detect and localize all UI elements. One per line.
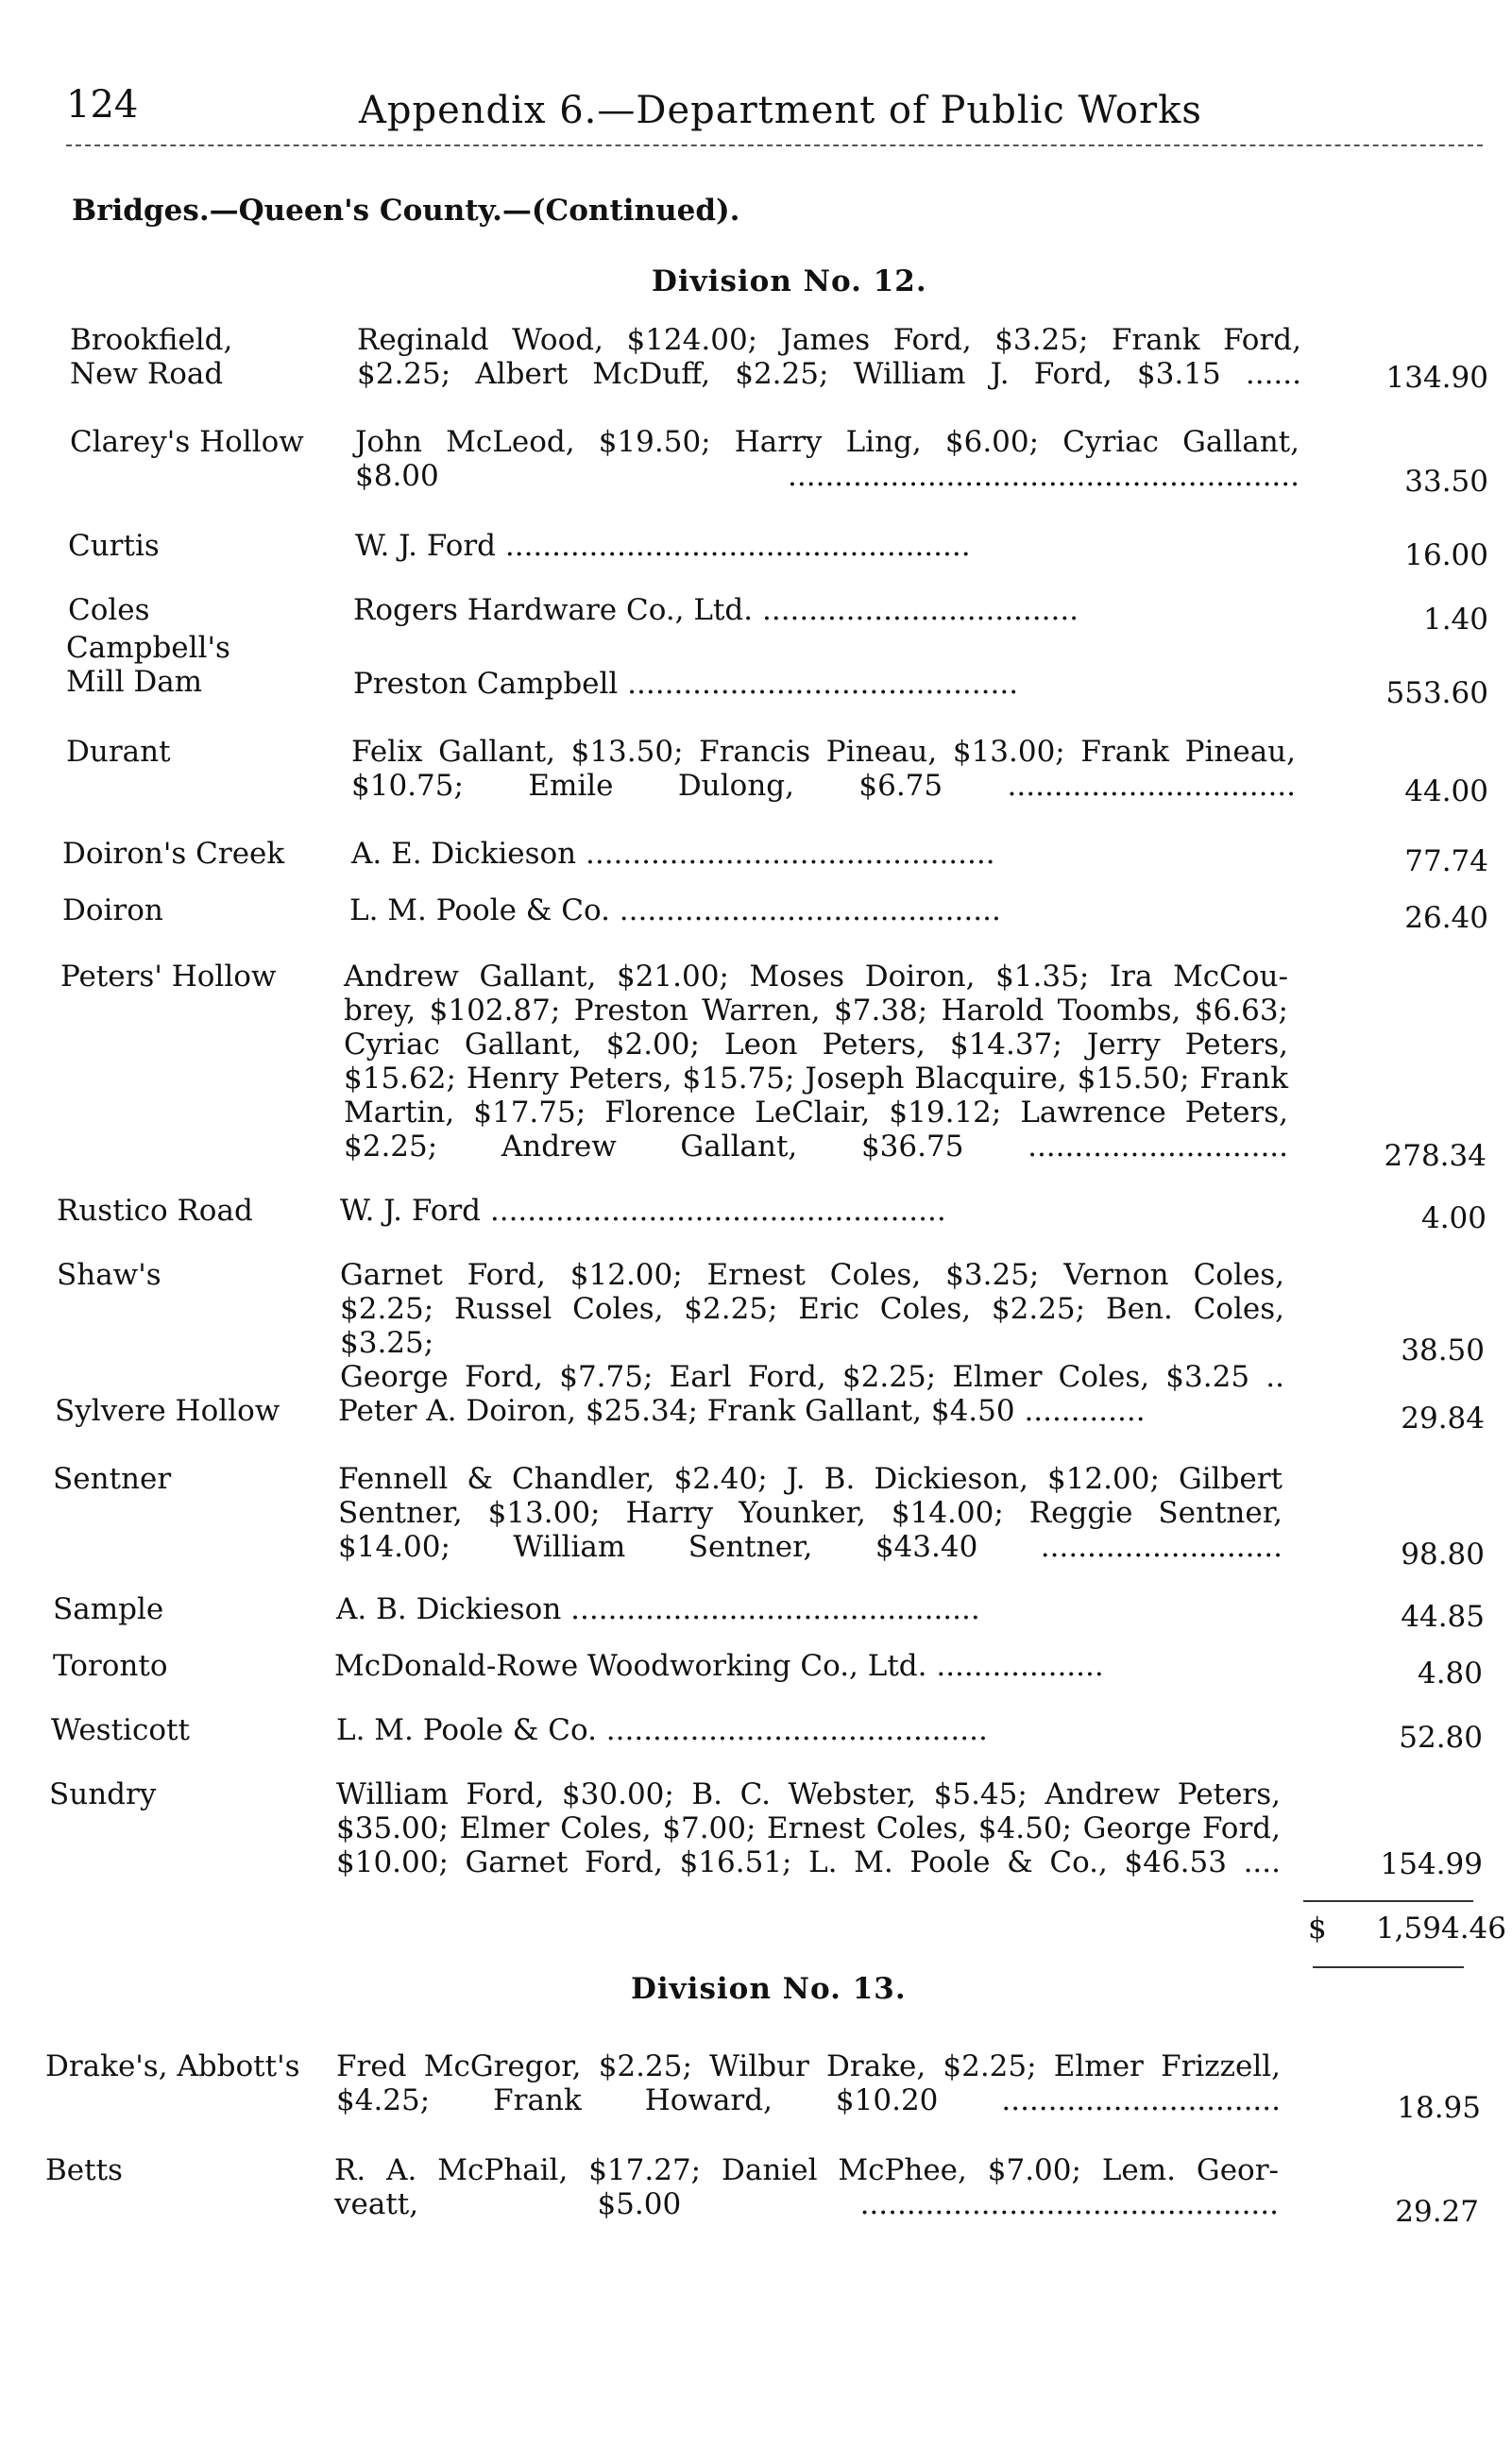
entry-amount: 1.40	[1422, 603, 1488, 637]
entry-place: Clarey's Hollow	[70, 425, 304, 459]
entry-place: Peters' Hollow	[60, 960, 277, 994]
entry-place: Betts	[45, 2153, 123, 2187]
entry-description: Garnet Ford, $12.00; Ernest Coles, $3.25; Vernon Coles, $2.25; Russel Coles, $2.25; Eric Coles, $2.25; Ben. Coles, $3.25; George Ford, $7.75; Earl Ford, $2.25; Elmer Coles, $3.25 ..	[340, 1258, 1284, 1394]
entry-description: W. J. Ford .................................................	[340, 1194, 946, 1228]
entry-description: Fred McGregor, $2.25; Wilbur Drake, $2.25; Elmer Frizzell, $4.25; Frank Howard, $10.20 ..............................	[336, 2049, 1281, 2117]
entry-place: Sample	[53, 1592, 164, 1626]
entry-amount: 134.90	[1385, 361, 1488, 395]
entry-place: Doiron	[62, 893, 163, 927]
entry-amount: 26.40	[1404, 901, 1488, 935]
entry-place: Toronto	[53, 1649, 168, 1683]
entry-amount: 38.50	[1401, 1334, 1485, 1368]
entry-place: Sylvere Hollow	[55, 1394, 280, 1428]
entry-place: Coles	[68, 593, 150, 627]
entry-amount: 16.00	[1404, 538, 1488, 572]
entry-place: Drake's, Abbott's	[45, 2049, 300, 2083]
entry-description: Reginald Wood, $124.00; James Ford, $3.25; Frank Ford, $2.25; Albert McDuff, $2.25; William J. Ford, $3.15 ......	[357, 323, 1301, 391]
entry-description: L. M. Poole & Co. .........................................	[336, 1713, 988, 1747]
entry-amount: 44.00	[1404, 774, 1488, 808]
entry-description: Peter A. Doiron, $25.34; Frank Gallant, $4.50 .............	[338, 1394, 1146, 1428]
entry-description: Rogers Hardware Co., Ltd. ..................................	[353, 593, 1079, 627]
entry-amount: 77.74	[1404, 844, 1488, 878]
total-rule-top	[1303, 1900, 1473, 1902]
entry-place: Rustico Road	[57, 1194, 253, 1228]
entry-description: L. M. Poole & Co. .........................................	[349, 893, 1001, 927]
entry-description: W. J. Ford ..................................................	[355, 529, 971, 563]
page-number: 124	[66, 83, 139, 127]
total-dollar-sign: $	[1308, 1912, 1327, 1946]
entry-amount: 33.50	[1404, 465, 1488, 499]
entry-description: R. A. McPhail, $17.27; Daniel McPhee, $7.00; Lem. Geor- veatt, $5.00 .............................................	[334, 2153, 1279, 2221]
entry-amount: 52.80	[1399, 1721, 1483, 1755]
entry-amount: 4.00	[1420, 1201, 1487, 1235]
division-13-heading: Division No. 13.	[631, 1972, 907, 2006]
entry-amount: 553.60	[1385, 676, 1488, 710]
running-head: Appendix 6.—Department of Public Works	[359, 89, 1202, 132]
section-heading: Bridges.—Queen's County.—(Continued).	[72, 194, 740, 228]
entry-place: Doiron's Creek	[62, 837, 285, 871]
header-rule	[66, 144, 1483, 146]
entry-amount: 98.80	[1401, 1538, 1485, 1572]
total-rule-bottom	[1313, 1966, 1464, 1968]
entry-description: McDonald-Rowe Woodworking Co., Ltd. ..................	[334, 1649, 1104, 1683]
entry-description: Fennell & Chandler, $2.40; J. B. Dickieson, $12.00; Gilbert Sentner, $13.00; Harry Younker, $14.00; Reggie Sentner, $14.00; William Sentner, $43.40 ..........................	[338, 1462, 1283, 1564]
entry-place: Sundry	[49, 1777, 157, 1811]
entry-place: Brookfield, New Road	[70, 323, 233, 391]
entry-place: Durant	[66, 735, 171, 769]
entry-description: Felix Gallant, $13.50; Francis Pineau, $13.00; Frank Pineau, $10.75; Emile Dulong, $6.75 ...............................	[351, 735, 1296, 803]
total-value: 1,594.46	[1375, 1912, 1506, 1946]
entry-amount: 29.84	[1401, 1402, 1485, 1436]
entry-description: John McLeod, $19.50; Harry Ling, $6.00; Cyriac Gallant, $8.00 .......................................................	[355, 425, 1300, 493]
entry-description: Preston Campbell ..........................................	[353, 667, 1019, 701]
entry-amount: 44.85	[1401, 1600, 1485, 1634]
entry-description: William Ford, $30.00; B. C. Webster, $5.45; Andrew Peters, $35.00; Elmer Coles, $7.00; Ernest Coles, $4.50; George Ford, $10.00; Garnet Ford, $16.51; L. M. Poole & Co., $46.53 ....	[336, 1777, 1281, 1879]
entry-amount: 18.95	[1397, 2091, 1481, 2125]
entry-amount: 154.99	[1380, 1847, 1483, 1881]
division-12-heading: Division No. 12.	[652, 264, 927, 298]
entry-place: Campbell's Mill Dam	[66, 631, 230, 699]
entry-amount: 278.34	[1384, 1139, 1487, 1173]
entry-amount: 4.80	[1417, 1657, 1483, 1691]
entry-description: Andrew Gallant, $21.00; Moses Doiron, $1.35; Ira McCou- brey, $102.87; Preston Warren, $7.38; Harold Toombs, $6.63; Cyriac Gallant, $2.00; Leon Peters, $14.37; Jerry Peters, $15.62; Henry Peters, $15.75; Joseph Blacquire, $15.50; Frank Martin, $17.75; Florence LeClair, $19.12; Lawrence Peters, $2.25; Andrew Gallant, $36.75 ............................	[344, 960, 1288, 1164]
entry-place: Shaw's	[57, 1258, 161, 1292]
entry-amount: 29.27	[1395, 2195, 1479, 2229]
entry-description: A. B. Dickieson ............................................	[336, 1592, 980, 1626]
entry-description: A. E. Dickieson ............................................	[351, 837, 995, 871]
entry-place: Sentner	[53, 1462, 172, 1496]
entry-place: Curtis	[68, 529, 160, 563]
entry-place: Westicott	[51, 1713, 190, 1747]
